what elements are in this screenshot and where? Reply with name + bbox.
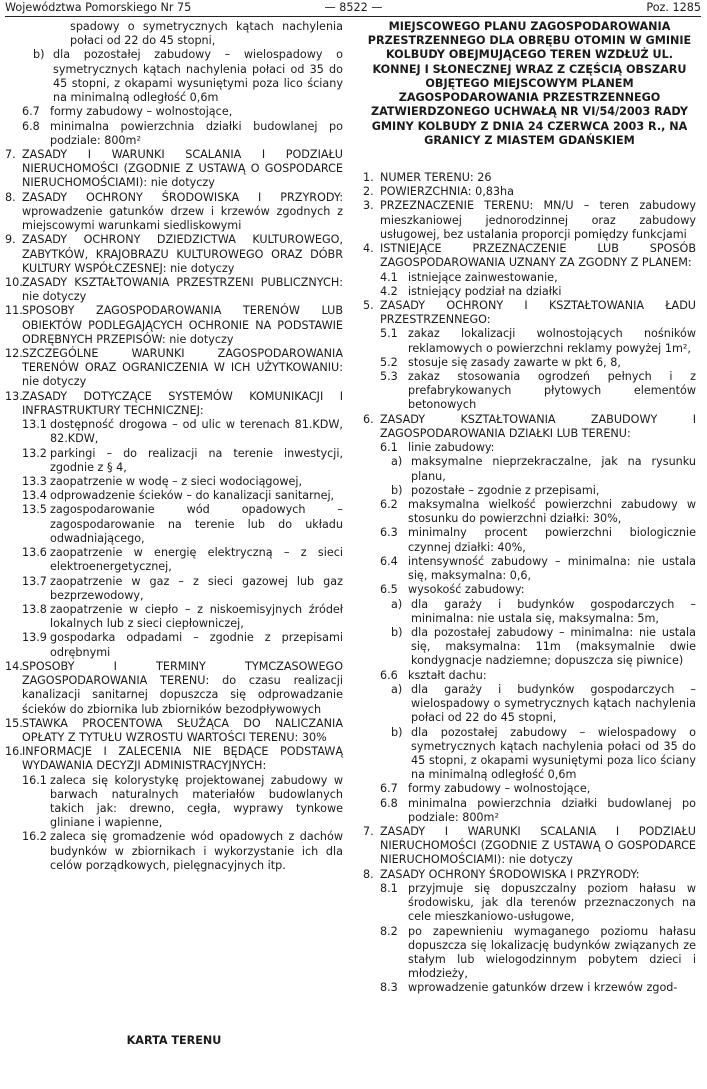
item-number: a) [391, 597, 403, 611]
list-item [5, 603, 343, 631]
item-text: pozostałe – zgodnie z przepisami, [411, 483, 600, 497]
item-number: 6.8 [22, 119, 40, 133]
list-item [363, 683, 696, 726]
list-item [5, 120, 343, 148]
item-number: 4.1 [380, 270, 398, 284]
item-text: formy zabudowy – wolnostojące, [50, 105, 233, 119]
list-item [363, 413, 696, 441]
item-number: 3. [363, 199, 374, 213]
list-item [363, 327, 696, 355]
item-number: 13.7 [22, 574, 47, 588]
list-item [363, 299, 696, 327]
item-number: 16. [5, 745, 23, 759]
item-text: PRZEZNACZENIE TERENU: MN/U – teren zabudowy mieszkaniowej jednorodzinnej oraz zabudowy usługowej, bez ustalania proporcji pomiędzy funkcjami [380, 199, 696, 241]
item-number: 6.7 [22, 105, 40, 119]
item-text: dla pozostałej zabudowy – minimalna: nie ustala się, maksymalna: 11m (maksymalnie dwie kondygnacje nadziemne; dopuszcza się piwnice) [411, 625, 696, 668]
item-text: zaopatrzenie w gaz – z sieci gazowej lub gaz bezprzewodowy, [50, 574, 343, 602]
list-item [5, 830, 343, 873]
item-number: b) [391, 625, 403, 639]
item-number: 6.5 [380, 583, 398, 597]
list-item [363, 555, 696, 583]
item-text: STAWKA PROCENTOWA SŁUŻĄCA DO NALICZANIA OPŁATY Z TYTUŁU WZROSTU WARTOŚCI TERENU: 30% [22, 716, 343, 744]
item-text: zakaz lokalizacji wolnostojących nośników reklamowych o powierzchni reklamy powyżej 1m², [408, 327, 696, 355]
item-text: ZASADY OCHRONY I KSZTAŁTOWANIA ŁADU PRZESTRZENNEGO: [380, 298, 696, 327]
list-item [363, 825, 696, 868]
list-item [5, 475, 343, 489]
item-text: ZASADY DOTYCZĄCE SYSTEMÓW KOMUNIKACJI I INFRASTRUKTURY TECHNICZNEJ: [22, 389, 343, 417]
item-number: 6.4 [380, 554, 398, 568]
item-number: 4. [363, 242, 374, 256]
item-number: 6. [363, 412, 374, 426]
list-item [363, 498, 696, 526]
item-number: 12. [5, 347, 23, 361]
item-text: linie zabudowy: [408, 441, 495, 455]
item-text: ZASADY OCHRONY DZIEDZICTWA KULTUROWEGO, ZABYTKÓW, KRAJOBRAZU KULTUROWEGO ORAZ DÓBR KULTURY WSPÓŁCZESNEJ: nie dotyczy [22, 233, 343, 275]
left-column [5, 20, 343, 873]
list-item [5, 347, 343, 390]
list-item [363, 797, 696, 825]
item-text: ZASADY I WARUNKI SCALANIA I PODZIAŁU NIERUCHOMOŚCI (ZGODNIE Z USTAWĄ O GOSPODARCE NIERUCHOMOŚCIAMI): nie dotyczy [380, 825, 696, 867]
list-item [5, 745, 343, 773]
list-item [5, 546, 343, 574]
list-item [5, 418, 343, 446]
list-item [363, 455, 696, 483]
item-text: ZASADY KSZTAŁTOWANIA ZABUDOWY I ZAGOSPODAROWANIA DZIAŁKI LUB TERENU: [380, 412, 696, 440]
item-text: SPOSOBY I TERMINY TYMCZASOWEGO ZAGOSPODAROWANIA TERENU: do czasu realizacji kanalizacji sanitarnej dopuszcza się odprowadzanie ścieków do zbiornika lub zbiorników bezodpływowych [22, 659, 343, 716]
right-column [363, 20, 696, 996]
item-number: 7. [363, 825, 374, 839]
item-number: 5.3 [380, 370, 398, 384]
item-text: dla garaży i budynków gospodarczych – minimalna: nie ustala się, maksymalna: 5m, [411, 597, 696, 625]
item-number: 8. [5, 190, 16, 204]
item-text: zaopatrzenie w ciepło – z niskoemisyjnych źródeł lokalnych lub z sieci ciepłowniczej, [50, 602, 343, 631]
item-number: 2. [363, 185, 374, 199]
list-item [5, 148, 343, 191]
item-text: dla pozostałej zabudowy – wielospadowy o symetrycznych kątach nachylenia połaci od 35 do 45 stopni, z okapami wysuniętymi poza lico ściany na minimalną odległość 0,6m [53, 48, 343, 105]
list-item [5, 20, 343, 48]
item-text: kształt dachu: [408, 668, 487, 682]
item-text: ISTNIEJĄCE PRZEZNACZENIE LUB SPOSÓB ZAGOSPODAROWANIA UZNANY ZA ZGODNY Z PLANEM: [380, 242, 696, 270]
item-number: 13.3 [22, 475, 47, 488]
item-number: 13.5 [22, 503, 47, 517]
list-item [5, 575, 343, 603]
right-list [363, 171, 696, 996]
item-number: 5. [363, 298, 374, 312]
item-text: zaopatrzenie w wodę – z sieci wodociągowej, [50, 475, 303, 488]
item-number: 4.2 [380, 284, 398, 298]
item-number: 5.2 [380, 355, 398, 369]
list-item [363, 925, 696, 982]
item-text: zaopatrzenie w energię elektryczną – z sieci elektroenergetycznej, [50, 546, 343, 574]
item-text: zagospodarowanie wód opadowych – zagospodarowanie na terenie lub do układu odwadniającego, [50, 503, 343, 545]
item-number: 7. [5, 147, 16, 161]
item-text: intensywność zabudowy – minimalna: nie ustala się, maksymalna: 0,6, [408, 554, 696, 583]
item-number: 13.6 [22, 546, 47, 560]
list-item [5, 390, 343, 418]
item-text: zaleca się gromadzenie wód opadowych z dachów budynków w zbiornikach i wykorzystanie ich dla celów porządkowych, pielęgnacyjnych itp. [50, 830, 343, 872]
list-item [5, 774, 343, 831]
item-text: NUMER TERENU: 26 [380, 170, 492, 184]
list-item [363, 981, 696, 995]
item-number: b) [391, 483, 403, 497]
item-text: istniejące zainwestowanie, [408, 270, 558, 284]
list-item [5, 660, 343, 717]
list-item [363, 669, 696, 683]
item-number: 13.1 [22, 418, 47, 432]
item-number: 13.9 [22, 631, 47, 645]
item-text: stosuje się zasady zawarte w pkt 6, 8, [408, 355, 621, 369]
list-item [363, 782, 696, 796]
item-number: 11. [5, 304, 23, 318]
item-number: 13.8 [22, 602, 47, 616]
item-text: SZCZEGÓLNE WARUNKI ZAGOSPODAROWANIA TERENÓW ORAZ OGRANICZENIA W ICH UŻYTKOWANIU: nie dotyczy [22, 347, 343, 389]
item-text: wprowadzenie gatunków drzew i krzewów zgod- [408, 981, 678, 995]
page-header [0, 0, 707, 16]
item-number: 6.2 [380, 498, 398, 511]
item-text: gospodarka odpadami – zgodnie z przepisami odrębnymi [50, 631, 343, 659]
list-item [363, 598, 696, 626]
item-text: formy zabudowy – wolnostojące, [408, 782, 591, 796]
document-title: MIEJSCOWEGO PLANU ZAGOSPODAROWANIA PRZESTRZENNEGO DLA OBRĘBU OTOMIN W GMINIE KOLBUDY OBEJMUJĄCEGO TEREN WZDŁUŻ UL. KONNEJ I SŁONECZNEJ WRAZ Z CZĘŚCIĄ OBSZARU OBJĘTEGO MIEJSCOWYM PLANEM ZAGOSPODAROWANIA PRZESTRZENNEGO ZATWIERDZONEGO UCHWAŁĄ NR VI/54/2003 RADY GMINY KOLBUDY Z DNIA 24 CZERWCA 2003 R., NA GRANICY Z MIASTEM GDAŃSKIEM [367, 20, 692, 147]
item-text: istniejący podział na działki [408, 284, 562, 298]
list-item [363, 583, 696, 597]
list-item [5, 489, 343, 503]
item-number: 5.1 [380, 327, 398, 341]
list-item [363, 526, 696, 554]
karta-terenu-label: KARTA TERENU [126, 1034, 222, 1047]
item-text: zakaz stosowania ogrodzeń pełnych i z prefabrykowanych płytowych elementów betonowych [408, 370, 696, 412]
item-number: 6.3 [380, 526, 398, 540]
item-text: parkingi – do realizacji na terenie inwestycji, zgodnie z § 4, [50, 446, 343, 474]
item-number: 13.4 [22, 489, 47, 503]
item-text: ZASADY OCHRONY ŚRODOWISKA I PRZYRODY: [380, 867, 640, 881]
item-text: SPOSOBY ZAGOSPODAROWANIA TERENÓW LUB OBIEKTÓW PODLEGAJĄCYCH OCHRONIE NA PODSTAWIE ODRĘBNYCH PRZEPISÓW: nie dotyczy [22, 304, 343, 346]
item-number [50, 20, 70, 48]
list-item [363, 171, 696, 185]
item-text: ZASADY OCHRONY ŚRODOWISKA I PRZYRODY: wprowadzenie gatunków drzew i krzewów zgodnych z miejscowymi warunkami siedliskowymi [22, 190, 343, 233]
list-item [5, 276, 343, 304]
item-text: POWIERZCHNIA: 0,83ha [380, 185, 514, 199]
item-number: 14. [5, 659, 23, 673]
item-text: odprowadzenie ścieków – do kanalizacji sanitarnej, [50, 489, 335, 503]
list-item [5, 304, 343, 347]
item-number: 15. [5, 716, 23, 730]
list-item [363, 370, 696, 413]
item-number: 8.3 [380, 981, 398, 995]
list-item [363, 285, 696, 299]
item-number: 6.7 [380, 782, 398, 796]
item-text: maksymalna wielkość powierzchni zabudowy w stosunku do powierzchni działki: 30%, [408, 498, 696, 526]
item-text: po zapewnieniu wymaganego poziomu hałasu dopuszcza się lokalizację budynków związanych ze stałym lub wielogodzinnym pobytem dzieci i młodzieży, [408, 924, 696, 981]
item-number: 8.1 [380, 881, 398, 895]
item-number: 13.2 [22, 446, 47, 460]
item-number: 16.2 [22, 830, 47, 844]
item-number: 6.6 [380, 668, 398, 682]
list-item [363, 242, 696, 270]
list-item [363, 185, 696, 199]
item-text: maksymalne nieprzekraczalne, jak na rysunku planu, [411, 455, 696, 483]
item-number: b) [33, 48, 45, 62]
position-number: Poz. 1285 [646, 1, 701, 14]
item-text: wysokość zabudowy: [408, 583, 525, 597]
item-text: zaleca się kolorystykę projektowanej zabudowy w barwach naturalnych materiałów budowlanych takich jak: drewno, cegła, wyprawy tynkowe gliniane i wapienne, [50, 773, 343, 830]
list-item [5, 631, 343, 659]
page-number: — 8522 — [324, 1, 383, 14]
item-number: 8.2 [380, 924, 398, 938]
journal-name: Województwa Pomorskiego Nr 75 [5, 1, 192, 14]
list-item [363, 271, 696, 285]
header-rule [5, 16, 701, 17]
list-item [363, 868, 696, 882]
list-item [363, 726, 696, 783]
item-number: 10. [5, 275, 23, 289]
item-text: dla pozostałej zabudowy – wielospadowy o symetrycznych kątach nachylenia połaci od 35 do 45 stopni, z okapami wysuniętymi poza lico ściany na minimalną odległość 0,6m [411, 725, 696, 782]
item-number: 6.8 [380, 796, 398, 810]
item-text: ZASADY I WARUNKI SCALANIA I PODZIAŁU NIERUCHOMOŚCI (ZGODNIE Z USTAWĄ O GOSPODARCE NIERUCHOMOŚCIAMI): nie dotyczy [22, 147, 343, 190]
list-item [363, 441, 696, 455]
item-text: ZASADY KSZTAŁTOWANIA PRZESTRZENI PUBLICZNYCH: nie dotyczy [22, 275, 343, 304]
item-number: a) [391, 455, 403, 469]
list-item [5, 105, 343, 119]
list-item [5, 717, 343, 745]
item-number: a) [391, 682, 403, 696]
list-item [363, 199, 696, 242]
item-text: minimalna powierzchnia działki budowlanej po podziale: 800m² [50, 119, 343, 147]
list-item [5, 191, 343, 234]
item-number: 8. [363, 867, 374, 881]
item-number: 9. [5, 233, 16, 247]
list-item [5, 447, 343, 475]
item-text: INFORMACJE I ZALECENIA NIE BĘDĄCE PODSTAWĄ WYDAWANIA DECYZJI ADMINISTRACYJNYCH: [22, 745, 343, 773]
item-text: dla garaży i budynków gospodarczych – wielospadowy o symetrycznych kątach nachylenia połaci od 22 do 45 stopni, [411, 682, 696, 725]
item-text: dostępność drogowa – od ulic w terenach 81.KDW, 82.KDW, [50, 418, 343, 446]
list-item [5, 48, 343, 105]
list-item [363, 882, 696, 925]
item-text: minimalna powierzchnia działki budowlanej po podziale: 800m² [408, 796, 696, 824]
list-item [5, 233, 343, 276]
item-text: spadowy o symetrycznych kątach nachylenia połaci od 22 do 45 stopni, [70, 20, 343, 48]
item-number: b) [391, 725, 403, 739]
list-item [363, 356, 696, 370]
list-item [363, 484, 696, 498]
item-number: 16.1 [22, 773, 47, 787]
item-text: przyjmuje się dopuszczalny poziom hałasu w środowisku, jak dla terenów przeznaczonych na cele mieszkaniowo-usługowe, [408, 881, 696, 924]
list-item [363, 626, 696, 669]
list-item [5, 503, 343, 546]
item-number: 6.1 [380, 441, 398, 455]
item-number: 1. [363, 170, 374, 184]
item-number: 13. [5, 389, 23, 403]
item-text: minimalny procent powierzchni biologicznie czynnej działki: 40%, [408, 526, 696, 554]
